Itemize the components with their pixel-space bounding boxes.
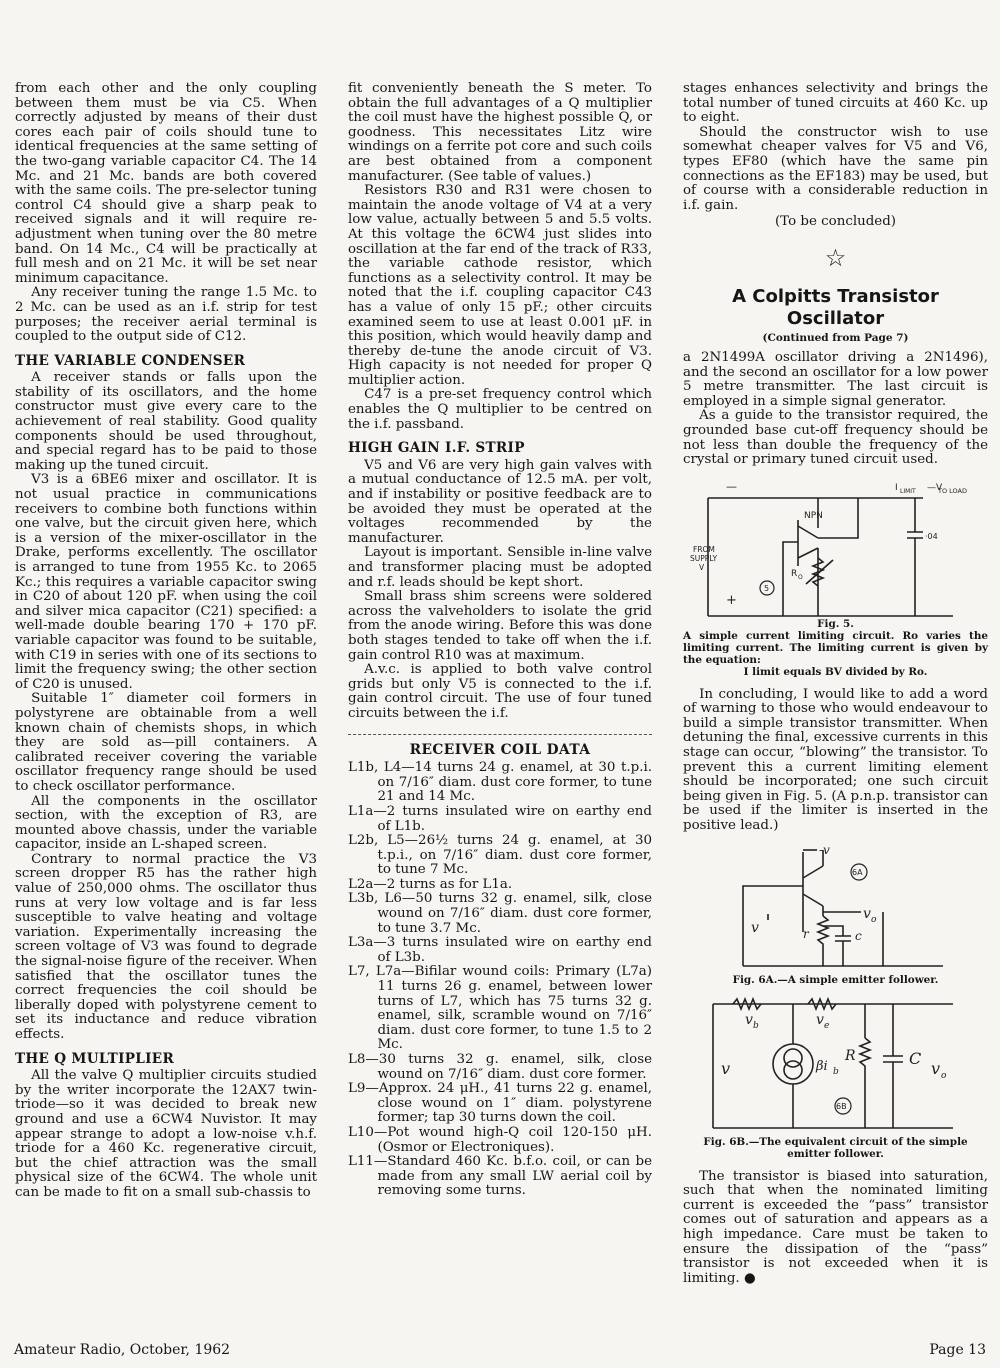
article-continued-note: (Continued from Page 7) [762, 331, 909, 344]
figure-number: 5 [764, 583, 770, 593]
section-heading-q-multiplier: THE Q MULTIPLIER [15, 1050, 175, 1067]
paragraph: All the valve Q multiplier circuits studied by the writer incorporate the 12AX7 twin-triode—so it was decided to break new ground and use a 6CW4 Nuvistor. It may appear strange to adopt a low-noise v.h.f. triode for a 460 Kc. regenerative circuit, but the chief attraction was the small physical size of the 6CW4. The whole unit can be made to fit on a small sub-chassis to [15, 1068, 317, 1200]
to-load-subscript: TO LOAD [938, 486, 967, 495]
end-mark-icon: ● [743, 1270, 756, 1286]
paragraph: Any receiver tuning the range 1.5 Mc. to 2 Mc. can be used as an i.f. strip for test purposes; the receiver aerial terminal is coupled to the output side of C12. [15, 285, 317, 345]
paragraph: from each other and the only coupling between them must be via C5. When correctly adjusted by means of their dust cores each pair of coils should tune to identical frequencies at the same setting of the two-gang variable capacitor C4. The 14 Mc. and 21 Mc. bands are both covered with the same coils. The pre-selector tuning control C4 should give a sharp peak to received signals and it will require re-adjustment when tuning over the 80 metre band. On 14 Mc., C4 will be practically at full mesh and on 21 Mc. it will be set near minimum capacitance. [15, 81, 317, 286]
figure-5-equation: I limit equals BV divided by Ro. [743, 665, 928, 678]
vo-subscript: o [871, 914, 877, 925]
section-heading-variable-condenser: THE VARIABLE CONDENSER [15, 352, 246, 369]
ve-label: v [816, 1011, 824, 1028]
paragraph: fit conveniently beneath the S meter. To obtain the full advantages of a Q multiplier the coil must have the highest possible Q, or goodness. This necessitates Litz wire windings on a ferrite pot core and such coils are best obtained from a component manufacturer. (See table of values.) [348, 81, 652, 184]
to-be-concluded: (To be concluded) [774, 214, 897, 230]
capacitor-value: ·04 [925, 531, 938, 541]
coil-entry: L9—Approx. 24 μH., 41 turns 22 g. enamel, close wound on 1″ diam. polystyrene former; tap 30 turns down the coil. [348, 1081, 652, 1126]
figure-number: 6B [836, 1101, 847, 1111]
ro-subscript: O [798, 573, 803, 581]
coil-entry: L1a—2 turns insulated wire on earthy end of L1b. [348, 803, 652, 834]
column-1 [15, 82, 317, 1201]
paragraph: a 2N1499A oscillator driving a 2N1496), and the second an oscillator for a low power 5 metre transmitter. The last circuit is employed in a simple signal generator. [683, 349, 988, 409]
figure-6a-emitter-follower [683, 842, 988, 974]
input-v-label: v [751, 919, 759, 936]
vo-label: v [931, 1058, 941, 1078]
paragraph: Resistors R30 and R31 were chosen to maintain the anode voltage of V4 at a very low value, actually between 5 and 5.5 volts. At this voltage the 6CW4 just slides into oscillation at the far end of the track of R33, the variable cathode resistor, which functions as a selectivity control. It may be noted that the i.f. coupling capacitor C43 has a value of only 15 pF.; other circuits examined seem to use at least 0.001 μF. in this position, which would heavily damp and thereby de-tune the anode circuit of V3. High capacity is not needed for proper Q multiplier action. [348, 183, 652, 388]
plus-sign: + [726, 592, 737, 608]
npn-label: NPN [804, 510, 823, 521]
paragraph-text: The transistor is biased into saturation, such that when the nominated limiting current is exceeded the “pass” transistor comes out of saturation and appears as a high impedance. Care must be taken to ensure the dissipation of the “pass” transistor is not exceeded when it is limiting. [683, 1168, 988, 1286]
supply-label: SUPPLY [690, 553, 718, 563]
capacitor-c-label: C [909, 1048, 922, 1068]
coil-entry: L7, L7a—Bifilar wound coils: Primary (L7a) 11 turns 26 g. enamel, between lower turns of L7, which has 75 turns 32 g. enamel, silk, scramble wound on 7/16″ diam. dust core former, to tune 1.5 to 2 Mc. [348, 964, 652, 1053]
paragraph: Suitable 1″ diameter coil formers in polystyrene are obtainable from a well known chain of chemists shops, in which they are sold as—pill containers. A calibrated receiver covering the variable oscillator frequency range should be used to check oscillator performance. [15, 691, 317, 794]
minus-v-label: -v [819, 842, 830, 857]
footer-page-number: Page 13 [929, 1342, 986, 1358]
paragraph: Small brass shim screens were soldered across the valveholders to isolate the grid from the anode wiring. Before this was done both stages tended to take off when the i.f. gain control R10 was at maximum. [348, 589, 652, 663]
paragraph: V5 and V6 are very high gain valves with a mutual conductance of 12.5 mA. per volt, and if instability or positive feedback are to be avoided they must be operated at the voltages recommended by the manufacturer. [348, 457, 652, 546]
coil-entry: L2b, L5—26½ turns 24 g. enamel, at 30 t.p.i., on 7/16″ diam. dust core former, to tune 7 Mc. [348, 833, 652, 878]
paragraph: Layout is important. Sensible in-line valve and transformer placing must be adopted and r.f. leads should be kept short. [348, 545, 652, 590]
section-heading-high-gain-if-strip: HIGH GAIN I.F. STRIP [348, 440, 525, 457]
supply-v-label: V [699, 562, 705, 572]
coil-entry: L10—Pot wound high-Q coil 120-150 μH. (Osmor or Electroniques). [348, 1124, 652, 1155]
beta-ib-label: βi [816, 1058, 828, 1074]
figure-5-current-limiting-circuit [683, 476, 988, 618]
capacitor-label: c [855, 928, 862, 943]
vb-label: v [745, 1011, 753, 1028]
ilimit-label: I [895, 482, 898, 493]
paragraph: V3 is a 6BE6 mixer and oscillator. It is not usual practice in communications receivers to combine both functions within one valve, but the circuit given here, which is a version of the mixer-oscillator in the Drake, performs excellently. The oscillator is arranged to tune from 1955 Kc. to 2065 Kc.; this requires a variable capacitor swing in C20 of about 120 pF. when using the coil and silver mica capacitor (C21) specified: a well-made double bearing 170 + 170 pF. variable capacitor was found to be suitable, with C19 in series with one of its sections to limit the frequency swing; the other section of C20 is unused. [15, 472, 317, 692]
column-3 [683, 82, 988, 1286]
coil-entry: L11—Standard 460 Kc. b.f.o. coil, or can be made from any small LW aerial coil by removing some turns. [348, 1154, 652, 1199]
beta-ib-subscript: b [833, 1066, 839, 1077]
coil-entry: L1b, L4—14 turns 24 g. enamel, at 30 t.p.i. on 7/16″ diam. dust core former, to tune 21 and 14 Mc. [348, 760, 652, 805]
vo-label: v [863, 905, 871, 922]
coil-entry: L3b, L6—50 turns 32 g. enamel, silk, close wound on 7/16″ diam. dust core former, to tune 3.7 Mc. [348, 891, 652, 936]
vb-subscript: b [753, 1020, 759, 1031]
figure-6b-equivalent-circuit [683, 994, 988, 1136]
resistor-r-label: R [845, 1047, 856, 1064]
coil-entry: L2a—2 turns as for L1a. [348, 876, 513, 892]
figure-5-label: Fig. 5. [817, 617, 854, 630]
coil-entry: L8—30 turns 32 g. enamel, silk, close wound on 7/16″ diam. dust core former. [348, 1052, 652, 1082]
vo-subscript: o [941, 1070, 947, 1081]
figure-6b-caption: Fig. 6B.—The equivalent circuit of the simple emitter follower. [703, 1135, 968, 1160]
paragraph: In concluding, I would like to add a word of warning to those who would endeavour to build a simple transistor transmitter. When detuning the final, excessive currents in this stage can occur, “blowing” the transistor. To prevent this a current limiting element should be incorporated; one such circuit being given in Fig. 5. (A p.n.p. transistor can be used if the limiter is inserted in the positive lead.) [683, 686, 988, 834]
figure-number: 6A [852, 867, 863, 877]
paragraph: C47 is a pre-set frequency control which enables the Q multiplier to be centred on the i.f. passband. [348, 387, 652, 432]
paragraph: A.v.c. is applied to both valve control grids but only V5 is connected to the i.f. gain control circuit. The use of four tuned circuits between the i.f. [348, 662, 652, 721]
footer-publication: Amateur Radio, October, 1962 [14, 1342, 231, 1358]
v-label: v [721, 1058, 731, 1078]
paragraph: Should the constructor wish to use somewhat cheaper valves for V5 and V6, types EF80 (which have the same pin connections as the EF183) may be used, but of course with a considerable reduction in i.f. gain. [683, 124, 988, 213]
from-label: FROM [693, 544, 715, 554]
ro-label: R [791, 568, 798, 579]
paragraph: Contrary to normal practice the V3 screen dropper R5 has the rather high value of 250,000 ohms. The oscillator thus runs at very low voltage and is far less susceptible to valve heating and voltage variation. Experimentally increasing the screen voltage of V3 was found to degrade the signal-noise figure of the receiver. When satisfied that the oscillator tunes the correct frequencies the coil should be liberally doped with polystyrene cement to set its inductance and reduce vibration effects. [15, 851, 317, 1042]
paragraph [683, 1170, 988, 1287]
paragraph: As a guide to the transistor required, the grounded base cut-off frequency should be not less than double the frequency of the crystal or primary tuned circuit used. [683, 408, 988, 468]
article-title: A Colpitts Transistor Oscillator [732, 285, 939, 329]
ve-subscript: e [824, 1020, 830, 1031]
figure-6a-caption: Fig. 6A.—A simple emitter follower. [732, 973, 939, 986]
paragraph: A receiver stands or falls upon the stability of its oscillators, and the home constructor must give every care to the achievement of real stability. Good quality components should be used throughout, and special regard has to be paid to those making up the tuned circuit. [15, 370, 317, 473]
figure-5-caption: A simple current limiting circuit. Ro varies the limiting current. The limiting current is given by the equation: [683, 629, 988, 666]
column-2 [348, 82, 652, 1199]
star-icon: ☆ [824, 243, 847, 272]
ilimit-subscript: LIMIT [900, 487, 916, 495]
paragraph: stages enhances selectivity and brings the total number of tuned circuits at 460 Kc. up to eight. [683, 81, 988, 126]
coil-entry: L3a—3 turns insulated wire on earthy end of L3b. [348, 935, 652, 965]
v-to-load-label: —V [927, 482, 943, 493]
minus-sign: — [726, 479, 737, 493]
resistor-label: r [803, 926, 809, 941]
coil-data-heading: RECEIVER COIL DATA [409, 741, 591, 758]
divider [348, 734, 652, 735]
paragraph: All the components in the oscillator section, with the exception of R3, are mounted above chassis, under the variable capacitor, inside an L-shaped screen. [15, 793, 317, 853]
